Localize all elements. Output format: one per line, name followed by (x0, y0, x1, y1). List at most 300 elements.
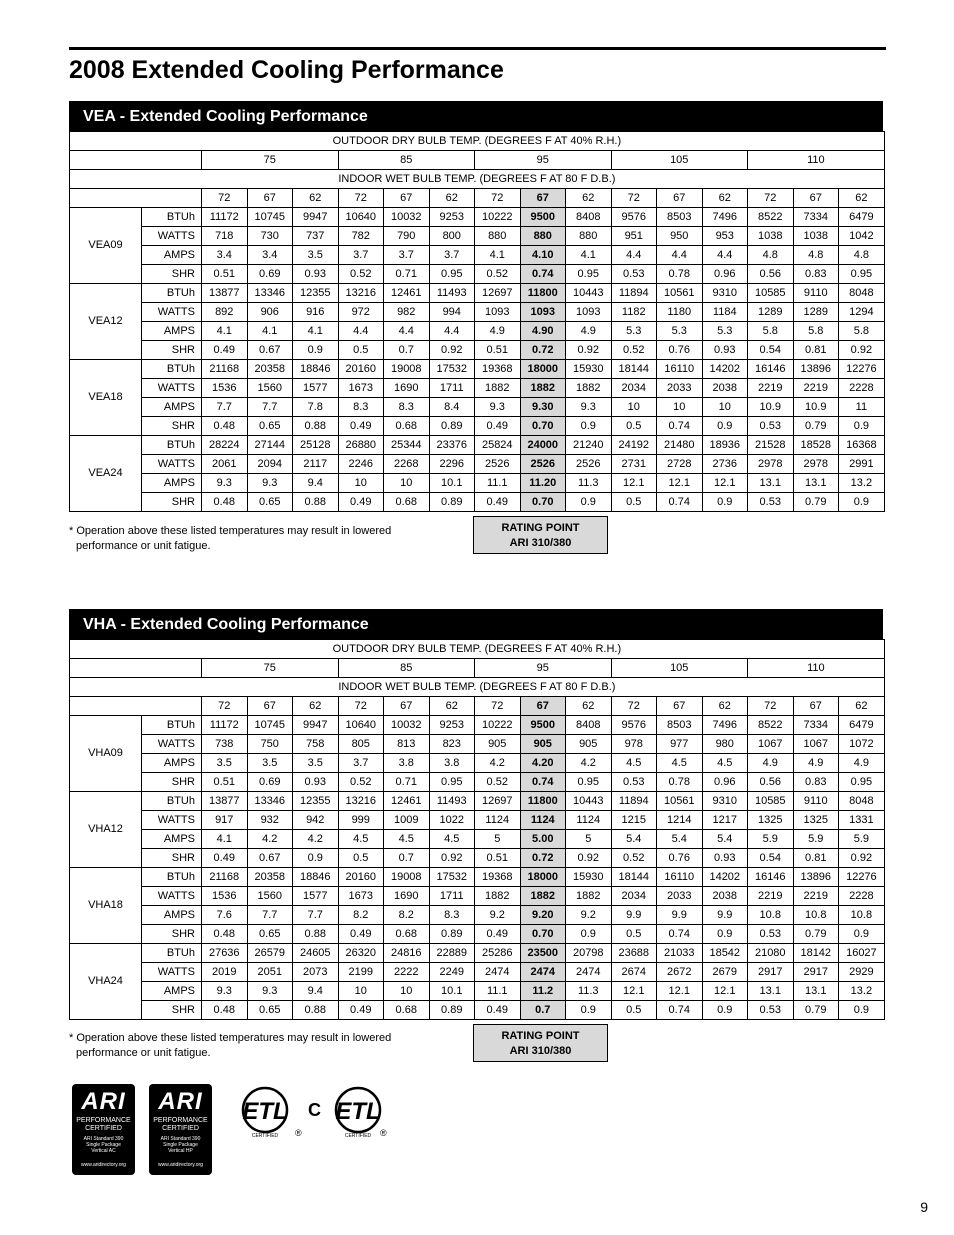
data-cell: 1124 (520, 811, 566, 830)
data-cell: 951 (611, 227, 657, 246)
data-cell: 9.3 (247, 474, 293, 493)
data-cell: 0.92 (566, 341, 612, 360)
data-cell: 7334 (793, 208, 839, 227)
data-cell: 9576 (611, 208, 657, 227)
data-cell: 9576 (611, 716, 657, 735)
row-label: AMPS (142, 474, 202, 493)
data-cell: 25128 (293, 436, 339, 455)
data-cell: 4.8 (839, 246, 885, 265)
data-cell: 10 (384, 474, 430, 493)
data-cell: 0.96 (702, 773, 748, 792)
data-cell: 805 (338, 735, 384, 754)
data-cell: 11.1 (475, 982, 521, 1001)
data-cell: 9.3 (566, 398, 612, 417)
ari-logo-text: CERTIFIED (85, 1125, 122, 1132)
data-cell: 6479 (839, 208, 885, 227)
data-cell: 4.10 (520, 246, 566, 265)
data-cell: 26880 (338, 436, 384, 455)
data-cell: 0.89 (429, 493, 475, 512)
table-row (70, 303, 885, 322)
data-cell: 8408 (566, 208, 612, 227)
data-cell: 8522 (748, 716, 794, 735)
data-cell: 13.1 (793, 982, 839, 1001)
data-cell: 13877 (202, 792, 248, 811)
outdoor-temp: 95 (475, 151, 612, 170)
data-cell: 0.9 (566, 1001, 612, 1020)
row-label: AMPS (142, 830, 202, 849)
data-cell: 1042 (839, 227, 885, 246)
header-row-indoor (70, 170, 885, 189)
data-cell: 11172 (202, 208, 248, 227)
data-cell: 1690 (384, 379, 430, 398)
row-label: AMPS (142, 322, 202, 341)
wet-bulb-temp: 62 (429, 697, 475, 716)
footnote-line-2: performance or unit fatigue. (76, 540, 211, 552)
table-row (70, 792, 885, 811)
data-cell: 0.7 (384, 849, 430, 868)
data-cell: 4.8 (748, 246, 794, 265)
data-cell: 10561 (657, 284, 703, 303)
data-cell: 5.3 (611, 322, 657, 341)
data-cell: 0.67 (247, 341, 293, 360)
data-cell: 5.9 (793, 830, 839, 849)
data-cell: 10.8 (748, 906, 794, 925)
data-cell: 8.3 (429, 906, 475, 925)
data-cell: 0.53 (748, 1001, 794, 1020)
data-cell: 19368 (475, 360, 521, 379)
data-cell: 2674 (611, 963, 657, 982)
data-cell: 18144 (611, 360, 657, 379)
wet-bulb-temp: 67 (247, 697, 293, 716)
ari-logo-text: Vertical AC (91, 1148, 116, 1154)
data-cell: 9.2 (566, 906, 612, 925)
data-cell: 0.74 (520, 773, 566, 792)
data-cell: 4.4 (702, 246, 748, 265)
data-cell: 5 (475, 830, 521, 849)
data-cell: 0.9 (566, 417, 612, 436)
outdoor-temp: 95 (475, 659, 612, 678)
data-cell: 0.5 (338, 341, 384, 360)
data-cell: 0.56 (748, 265, 794, 284)
ari-certified-logo-hp (149, 1084, 212, 1175)
data-cell: 12.1 (611, 982, 657, 1001)
data-cell: 20160 (338, 868, 384, 887)
data-cell: 1215 (611, 811, 657, 830)
footnote-line-2: performance or unit fatigue. (76, 1047, 211, 1059)
wet-bulb-temp: 62 (702, 697, 748, 716)
ari-certified-logo-ac (72, 1084, 135, 1175)
data-cell: 0.9 (839, 1001, 885, 1020)
data-cell: 0.89 (429, 1001, 475, 1020)
data-cell: 0.81 (793, 849, 839, 868)
data-cell: 0.7 (520, 1001, 566, 1020)
data-cell: 10.9 (748, 398, 794, 417)
data-cell: 1093 (566, 303, 612, 322)
data-cell: 2978 (793, 455, 839, 474)
data-cell: 1038 (793, 227, 839, 246)
data-cell: 2246 (338, 455, 384, 474)
data-cell: 0.95 (429, 265, 475, 284)
data-cell: 994 (429, 303, 475, 322)
data-cell: 0.48 (202, 1001, 248, 1020)
data-cell: 730 (247, 227, 293, 246)
data-cell: 12.1 (657, 982, 703, 1001)
data-cell: 12276 (839, 360, 885, 379)
data-cell: 20358 (247, 360, 293, 379)
data-cell: 9500 (520, 208, 566, 227)
data-cell: 1325 (793, 811, 839, 830)
data-cell: 0.9 (702, 493, 748, 512)
data-cell: 0.9 (839, 417, 885, 436)
data-cell: 0.69 (247, 265, 293, 284)
data-cell: 4.1 (293, 322, 339, 341)
data-cell: 23688 (611, 944, 657, 963)
data-cell: 0.88 (293, 417, 339, 436)
data-cell: 10.1 (429, 982, 475, 1001)
data-cell: 8408 (566, 716, 612, 735)
data-cell: 0.71 (384, 773, 430, 792)
data-cell: 9253 (429, 208, 475, 227)
data-cell: 1673 (338, 379, 384, 398)
data-cell: 4.5 (611, 754, 657, 773)
data-cell: 0.92 (839, 849, 885, 868)
data-cell: 10 (384, 982, 430, 1001)
data-cell: 24816 (384, 944, 430, 963)
data-cell: 4.20 (520, 754, 566, 773)
data-cell: 5.3 (702, 322, 748, 341)
data-cell: 0.93 (702, 849, 748, 868)
data-cell: 2526 (475, 455, 521, 474)
data-cell: 0.5 (611, 1001, 657, 1020)
table-row (70, 322, 885, 341)
row-label: SHR (142, 265, 202, 284)
data-cell: 1294 (839, 303, 885, 322)
wet-bulb-temp: 62 (429, 189, 475, 208)
data-cell: 0.92 (839, 341, 885, 360)
data-cell: 19368 (475, 868, 521, 887)
data-cell: 0.52 (475, 265, 521, 284)
data-cell: 18846 (293, 868, 339, 887)
data-cell: 8503 (657, 208, 703, 227)
ari-logo-text: ARI Standard 390 (160, 1136, 201, 1142)
outdoor-temp: 75 (202, 659, 339, 678)
data-cell: 10.8 (839, 906, 885, 925)
data-cell: 1022 (429, 811, 475, 830)
wet-bulb-temp: 67 (247, 189, 293, 208)
data-cell: 3.8 (384, 754, 430, 773)
row-label: WATTS (142, 887, 202, 906)
row-label: AMPS (142, 982, 202, 1001)
row-label: BTUh (142, 284, 202, 303)
row-label: WATTS (142, 811, 202, 830)
svg-text:®: ® (380, 1128, 387, 1138)
data-cell: 21033 (657, 944, 703, 963)
table-row (70, 811, 885, 830)
data-cell: 0.78 (657, 265, 703, 284)
data-cell: 880 (566, 227, 612, 246)
data-cell: 12355 (293, 284, 339, 303)
data-cell: 10 (338, 982, 384, 1001)
svg-text:ETL: ETL (242, 1098, 288, 1125)
model-name: VEA12 (70, 284, 142, 360)
data-cell: 12.1 (702, 982, 748, 1001)
data-cell: 18144 (611, 868, 657, 887)
data-cell: 1124 (566, 811, 612, 830)
data-cell: 1711 (429, 887, 475, 906)
data-cell: 0.53 (748, 417, 794, 436)
data-cell: 2219 (793, 887, 839, 906)
data-cell: 3.4 (202, 246, 248, 265)
data-cell: 0.49 (338, 925, 384, 944)
wet-bulb-temp: 72 (611, 189, 657, 208)
data-cell: 800 (429, 227, 475, 246)
data-cell: 0.49 (338, 417, 384, 436)
outdoor-temp: 110 (748, 151, 885, 170)
outdoor-temp: 85 (338, 151, 475, 170)
data-cell: 5.9 (748, 830, 794, 849)
data-cell: 13896 (793, 360, 839, 379)
data-cell: 0.52 (338, 265, 384, 284)
wet-bulb-temp: 67 (520, 697, 566, 716)
data-cell: 12.1 (657, 474, 703, 493)
data-cell: 0.83 (793, 773, 839, 792)
data-cell: 3.4 (247, 246, 293, 265)
data-cell: 0.68 (384, 1001, 430, 1020)
data-cell: 2019 (202, 963, 248, 982)
svg-text:ETL: ETL (335, 1098, 381, 1125)
data-cell: 8048 (839, 792, 885, 811)
data-cell: 9.3 (247, 982, 293, 1001)
data-cell: 2526 (520, 455, 566, 474)
footnote (69, 1031, 391, 1061)
row-label: SHR (142, 773, 202, 792)
data-cell: 1325 (748, 811, 794, 830)
wet-bulb-temp: 72 (202, 189, 248, 208)
data-cell: 10443 (566, 284, 612, 303)
data-cell: 2038 (702, 887, 748, 906)
data-cell: 4.5 (657, 754, 703, 773)
data-cell: 977 (657, 735, 703, 754)
data-cell: 9.4 (293, 982, 339, 1001)
blank-cell (70, 151, 202, 170)
data-cell: 21168 (202, 360, 248, 379)
data-cell: 13216 (338, 792, 384, 811)
data-cell: 12.1 (611, 474, 657, 493)
data-cell: 9.30 (520, 398, 566, 417)
data-cell: 2672 (657, 963, 703, 982)
data-cell: 12461 (384, 792, 430, 811)
data-cell: 0.7 (384, 341, 430, 360)
section-header: VHA - Extended Cooling Performance (69, 609, 883, 639)
table-row (70, 735, 885, 754)
data-cell: 20358 (247, 868, 293, 887)
data-cell: 2474 (566, 963, 612, 982)
table-row (70, 265, 885, 284)
data-cell: 21080 (748, 944, 794, 963)
data-cell: 12461 (384, 284, 430, 303)
data-cell: 10032 (384, 716, 430, 735)
data-cell: 24000 (520, 436, 566, 455)
rating-point-standard: ARI 310/380 (509, 1045, 572, 1057)
data-cell: 13896 (793, 868, 839, 887)
table-row (70, 906, 885, 925)
data-cell: 4.1 (566, 246, 612, 265)
data-cell: 4.5 (702, 754, 748, 773)
data-cell: 8503 (657, 716, 703, 735)
data-cell: 10443 (566, 792, 612, 811)
row-label: BTUh (142, 360, 202, 379)
data-cell: 2978 (748, 455, 794, 474)
ari-logo-mark: ARI (81, 1088, 126, 1115)
data-cell: 28224 (202, 436, 248, 455)
data-cell: 16368 (839, 436, 885, 455)
data-cell: 0.49 (338, 1001, 384, 1020)
ari-logo-text: Single Package (86, 1142, 121, 1148)
data-cell: 916 (293, 303, 339, 322)
data-cell: 13.2 (839, 982, 885, 1001)
title-rule (69, 47, 886, 50)
row-label: WATTS (142, 735, 202, 754)
data-cell: 2474 (475, 963, 521, 982)
data-cell: 0.71 (384, 265, 430, 284)
header-row-outdoor (70, 640, 885, 659)
data-cell: 0.51 (202, 265, 248, 284)
data-cell: 1882 (520, 379, 566, 398)
table-row (70, 455, 885, 474)
data-cell: 2228 (839, 379, 885, 398)
data-cell: 0.68 (384, 493, 430, 512)
table-row (70, 773, 885, 792)
row-label: AMPS (142, 398, 202, 417)
performance-table (69, 639, 885, 1020)
data-cell: 0.9 (566, 493, 612, 512)
data-cell: 11800 (520, 284, 566, 303)
wet-bulb-temp: 67 (384, 697, 430, 716)
data-cell: 0.48 (202, 493, 248, 512)
data-cell: 0.52 (475, 773, 521, 792)
page-number: 9 (920, 1199, 928, 1215)
ari-logo-text: PERFORMANCE (76, 1117, 131, 1124)
data-cell: 22889 (429, 944, 475, 963)
data-cell: 18846 (293, 360, 339, 379)
data-cell: 25344 (384, 436, 430, 455)
row-label: BTUh (142, 868, 202, 887)
data-cell: 10640 (338, 716, 384, 735)
data-cell: 10585 (748, 792, 794, 811)
data-cell: 26320 (338, 944, 384, 963)
data-cell: 7496 (702, 208, 748, 227)
wet-bulb-temp: 72 (611, 697, 657, 716)
data-cell: 0.53 (611, 773, 657, 792)
row-label: AMPS (142, 754, 202, 773)
data-cell: 0.88 (293, 493, 339, 512)
data-cell: 11894 (611, 284, 657, 303)
data-cell: 0.5 (611, 925, 657, 944)
wet-bulb-temp: 72 (338, 189, 384, 208)
data-cell: 738 (202, 735, 248, 754)
data-cell: 4.4 (338, 322, 384, 341)
wet-bulb-temp: 72 (475, 697, 521, 716)
data-cell: 8.2 (338, 906, 384, 925)
data-cell: 11 (839, 398, 885, 417)
wet-bulb-temp: 72 (338, 697, 384, 716)
wet-bulb-temp: 72 (202, 697, 248, 716)
table-row (70, 944, 885, 963)
data-cell: 10032 (384, 208, 430, 227)
data-cell: 950 (657, 227, 703, 246)
data-cell: 4.1 (202, 322, 248, 341)
data-cell: 11493 (429, 284, 475, 303)
data-cell: 4.5 (429, 830, 475, 849)
data-cell: 0.74 (657, 1001, 703, 1020)
ari-logo-text: CERTIFIED (162, 1125, 199, 1132)
canada-c-mark: C (308, 1100, 321, 1120)
model-name: VHA24 (70, 944, 142, 1020)
wet-bulb-row (70, 189, 885, 208)
data-cell: 1690 (384, 887, 430, 906)
data-cell: 813 (384, 735, 430, 754)
data-cell: 15930 (566, 360, 612, 379)
data-cell: 1067 (748, 735, 794, 754)
data-cell: 0.72 (520, 341, 566, 360)
data-cell: 2679 (702, 963, 748, 982)
ari-logo-mark: ARI (158, 1088, 203, 1115)
data-cell: 0.79 (793, 1001, 839, 1020)
data-cell: 20160 (338, 360, 384, 379)
data-cell: 25824 (475, 436, 521, 455)
data-cell: 9310 (702, 792, 748, 811)
data-cell: 8.4 (429, 398, 475, 417)
svg-text:CERTIFIED: CERTIFIED (251, 1133, 279, 1139)
data-cell: 21528 (748, 436, 794, 455)
performance-table (69, 131, 885, 512)
data-cell: 7.7 (247, 398, 293, 417)
wet-bulb-temp: 62 (839, 697, 885, 716)
data-cell: 0.9 (839, 493, 885, 512)
data-cell: 11.20 (520, 474, 566, 493)
table-row (70, 227, 885, 246)
data-cell: 0.72 (520, 849, 566, 868)
data-cell: 4.4 (429, 322, 475, 341)
data-cell: 2929 (839, 963, 885, 982)
data-cell: 0.88 (293, 925, 339, 944)
data-cell: 1560 (247, 379, 293, 398)
data-cell: 5.8 (839, 322, 885, 341)
data-cell: 4.1 (475, 246, 521, 265)
data-cell: 1577 (293, 379, 339, 398)
ari-logo-text: www.aridirectory.org (158, 1162, 203, 1168)
data-cell: 13877 (202, 284, 248, 303)
data-cell: 1711 (429, 379, 475, 398)
row-label: WATTS (142, 379, 202, 398)
data-cell: 2094 (247, 455, 293, 474)
data-cell: 9110 (793, 284, 839, 303)
data-cell: 27144 (247, 436, 293, 455)
row-label: SHR (142, 925, 202, 944)
outdoor-temp: 85 (338, 659, 475, 678)
row-label: SHR (142, 1001, 202, 1020)
data-cell: 18542 (702, 944, 748, 963)
data-cell: 4.4 (657, 246, 703, 265)
data-cell: 718 (202, 227, 248, 246)
data-cell: 1673 (338, 887, 384, 906)
data-cell: 2117 (293, 455, 339, 474)
data-cell: 12697 (475, 792, 521, 811)
data-cell: 27636 (202, 944, 248, 963)
row-label: WATTS (142, 303, 202, 322)
data-cell: 880 (520, 227, 566, 246)
vha-section (69, 609, 883, 1020)
